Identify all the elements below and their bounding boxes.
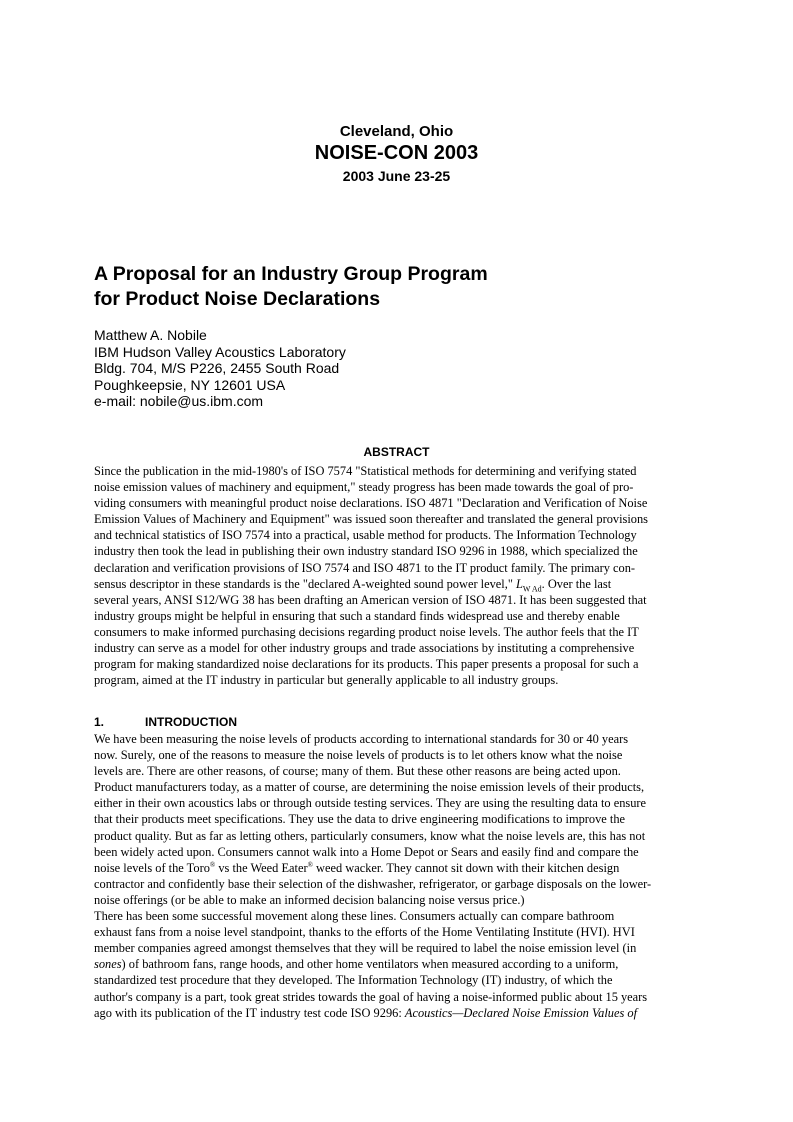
descriptor-subscript: W Ad: [522, 584, 542, 594]
conference-city: Cleveland, Ohio: [339, 123, 454, 140]
abstract-line: [94, 576, 706, 592]
intro-line: [94, 1005, 706, 1021]
abstract-line: declaration and verification provisions of ISO 7574 and ISO 4871 to the IT product family. The primary con-: [94, 560, 636, 575]
conference-dates: 2003 June 23-25: [342, 168, 451, 184]
intro-text: ago with its publication of the IT industry test code ISO 9296:: [94, 1005, 405, 1020]
abstract-heading: ABSTRACT: [363, 445, 430, 459]
abstract-line-tail: . Over the last: [541, 576, 612, 591]
intro-line: been widely acted upon. Consumers cannot walk into a Home Depot or Sears and easily find and compare the: [94, 844, 639, 859]
abstract-line: industry can serve as a model for other industry groups and trade associations by instituting a comprehensive: [94, 641, 635, 656]
section-heading: [94, 715, 494, 729]
title-line: for Product Noise Declarations: [94, 288, 381, 310]
abstract-line: Emission Values of Machinery and Equipment" was issued soon thereafter and translated the general provisions: [94, 512, 649, 527]
section-number: 1.: [94, 715, 105, 729]
intro-line: product quality. But as far as letting others, particularly consumers, know what the noise levels are, this has not: [94, 828, 646, 843]
intro-text: noise levels of the Toro: [94, 860, 210, 875]
intro-line: now. Surely, one of the reasons to measure the noise levels of products is to let others know what the noise: [94, 748, 623, 763]
intro-line: We have been measuring the noise levels of products according to international standards for 30 or 40 years: [94, 732, 629, 746]
abstract-line-text: sensus descriptor in these standards is the "declared A-weighted sound power level,": [94, 576, 516, 591]
standard-title: Acoustics—Declared Noise Emission Values of: [404, 1005, 638, 1020]
intro-line: There has been some successful movement along these lines. Consumers actually can compare bathroom: [94, 909, 615, 924]
conference-name: NOISE-CON 2003: [314, 142, 479, 164]
author-email: e-mail: nobile@us.ibm.com: [94, 393, 264, 409]
abstract-line: program, aimed at the IT industry in particular but generally applicable to all industry groups.: [94, 673, 559, 688]
author-city: Poughkeepsie, NY 12601 USA: [94, 376, 286, 393]
registered-mark: ®: [209, 860, 216, 869]
intro-line: standardized test procedure that they developed. The Information Technology (IT) industry, of which the: [94, 973, 613, 988]
abstract-line: several years, ANSI S12/WG 38 has been drafting an American version of ISO 4871. It has been suggested that: [94, 592, 647, 607]
intro-line: that their products meet specifications. They use the data to drive engineering modifications to improve the: [94, 812, 626, 827]
intro-line: exhaust fans from a noise level standpoint, thanks to the efforts of the Home Ventilating Institute (HVI). HVI: [94, 925, 635, 940]
section-title: INTRODUCTION: [145, 715, 237, 729]
intro-line: Product manufacturers today, as a matter of course, are determining the noise emission levels of their products,: [94, 780, 645, 795]
abstract-line: program for making standardized noise declarations for its products. This paper presents a proposal for such a: [94, 657, 639, 672]
intro-line: member companies agreed amongst themselves that they will be required to label the noise emission level (in: [94, 941, 637, 956]
intro-text: ) of bathroom fans, range hoods, and other home ventilators when measured according to a uniform,: [121, 957, 619, 972]
abstract-line: Since the publication in the mid-1980's of ISO 7574 "Statistical methods for determining and verifying stated: [94, 464, 637, 478]
introduction-body: [94, 731, 706, 1021]
abstract-line: and technical statistics of ISO 7574 into a practical, usable method for products. The Information Technology: [94, 528, 637, 543]
intro-line: [94, 956, 706, 972]
author-address: Bldg. 704, M/S P226, 2455 South Road: [94, 360, 340, 376]
intro-line: levels are. There are other reasons, of course; many of them. But these other reasons are being acted upon.: [94, 764, 621, 779]
registered-mark: ®: [307, 860, 313, 869]
intro-text: vs the Weed Eater: [215, 860, 308, 875]
abstract-line: noise emission values of machinery and equipment," steady progress has been made towards the goal of pro-: [94, 480, 634, 495]
sones-term: sones: [94, 957, 122, 972]
author-affiliation: IBM Hudson Valley Acoustics Laboratory: [94, 343, 346, 360]
title-line: A Proposal for an Industry Group Program: [94, 263, 488, 285]
author-block: [94, 327, 594, 410]
intro-line: [94, 860, 706, 876]
abstract-body: [94, 463, 706, 688]
intro-line: noise offerings (or be able to make an informed decision balancing noise versus price.): [94, 892, 525, 907]
abstract-line: consumers to make informed purchasing decisions regarding product noise levels. The author feels that the IT: [94, 624, 639, 639]
author-name: Matthew A. Nobile: [94, 327, 207, 343]
abstract-line: industry groups might be helpful in ensuring that such a standard finds widespread use and thereby enable: [94, 608, 620, 623]
descriptor-symbol: L: [516, 576, 523, 591]
intro-text: weed wacker. They cannot sit down with their kitchen design: [312, 860, 620, 875]
intro-line: author's company is a part, took great strides towards the goal of having a noise-informed public about 15 years: [94, 989, 648, 1004]
abstract-line: industry then took the lead in publishing their own industry standard ISO 9296 in 1988, which specialized the: [94, 544, 638, 559]
intro-line: contractor and confidently base their selection of the dishwasher, refrigerator, or garbage disposals on the lower-: [94, 876, 652, 891]
intro-line: either in their own acoustics labs or through outside testing services. They are using the resulting data to ensure: [94, 796, 647, 811]
abstract-line: viding consumers with meaningful product noise declarations. ISO 4871 "Declaration and Verification of Noise: [94, 496, 648, 511]
paper-title: [94, 262, 694, 312]
